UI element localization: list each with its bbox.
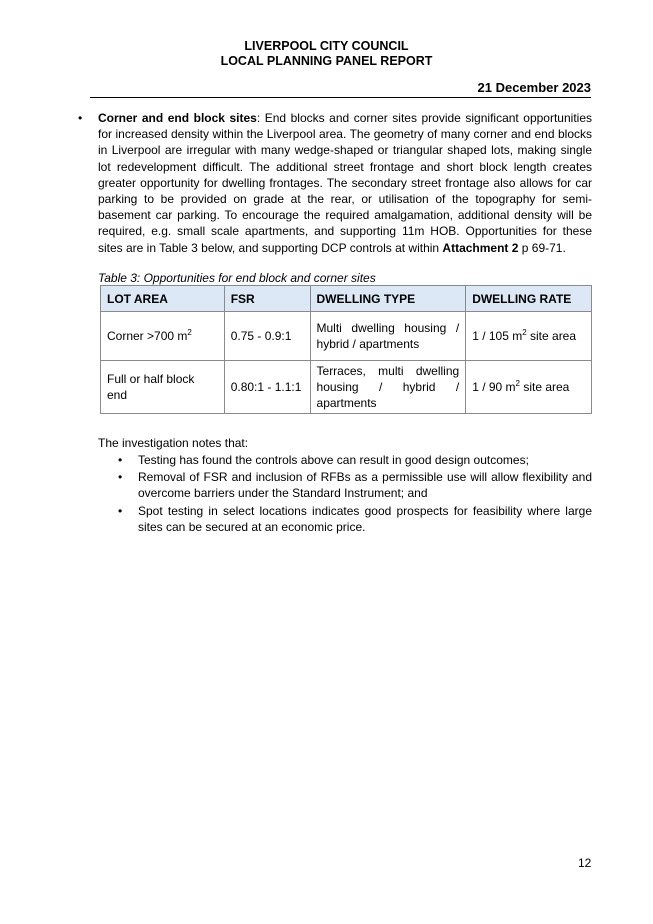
list-item: • Removal of FSR and inclusion of RFBs as a permissible use will allow flexibility and overcome barriers under the Standard Instrument; and — [118, 470, 592, 501]
opportunities-table — [100, 285, 592, 414]
cell-dwelling-rate: 1 / 105 $m^2$ site area — [466, 312, 592, 361]
investigation-notes-list — [98, 452, 592, 536]
paragraph-text: : End blocks and corner sites provide significant opportunities for increased density within the Liverpool area. The geometry of many corner and end blocks in Liverpool are irregular with many wedge-shaped or triangular shaped lots, making single lot redevelopment difficult. The additional street frontage and short block length creates greater opportunity for dwelling frontages. The secondary street frontage also allows for car parking to be provided on grade at the rear, or utilisation of the topography for semi-basement car parking. To encourage the required amalgamation, additional density will be required, e.g. small scale apartments, and supporting 11m HOB. Opportunities for these sites are in Table 3 below, and supporting DCP controls at within — [98, 111, 592, 255]
cell-dwelling-type: Terraces, multi dwelling housing / hybrid / apartments — [310, 361, 466, 414]
table-caption: Table 3: Opportunities for end block and corner sites — [98, 271, 376, 285]
council-name: LIVERPOOL CITY COUNCIL — [244, 39, 409, 53]
page-number: 12 — [578, 856, 592, 870]
list-item: • Testing has found the controls above can result in good design outcomes; — [118, 453, 529, 467]
cell-lot-area: Corner >700 $m^2$ — [101, 312, 225, 361]
bullet-marker: • — [78, 111, 83, 125]
header-fsr: FSR — [224, 286, 310, 312]
corner-end-block-paragraph — [98, 110, 592, 256]
header-dwelling-rate: DWELLING RATE — [466, 286, 592, 312]
cell-lot-area: Full or half block end — [101, 361, 225, 414]
report-date: 21 December 2023 — [477, 80, 591, 95]
header-dwelling-type: DWELLING TYPE — [310, 286, 466, 312]
header-lot-area: LOT AREA — [101, 286, 225, 312]
cell-fsr: 0.80:1 - 1.1:1 — [224, 361, 310, 414]
table-header-row — [101, 286, 592, 312]
cell-fsr: 0.75 - 0.9:1 — [224, 312, 310, 361]
table-row — [101, 361, 592, 414]
table-row — [101, 312, 592, 361]
attachment-reference: Attachment 2 — [442, 240, 519, 255]
list-item: • Spot testing in select locations indicates good prospects for feasibility where large sites can be secured at an economic price. — [118, 503, 592, 534]
report-title: LOCAL PLANNING PANEL REPORT — [220, 54, 433, 68]
paragraph-text-end: p 69-71. — [518, 240, 566, 255]
investigation-intro: The investigation notes that: — [98, 436, 249, 450]
cell-dwelling-type: Multi dwelling housing / hybrid / apartments — [310, 312, 466, 361]
header-divider — [90, 97, 591, 98]
paragraph-lead: Corner and end block sites — [98, 111, 257, 125]
cell-dwelling-rate: 1 / 90 $m^2$ site area — [466, 361, 592, 414]
